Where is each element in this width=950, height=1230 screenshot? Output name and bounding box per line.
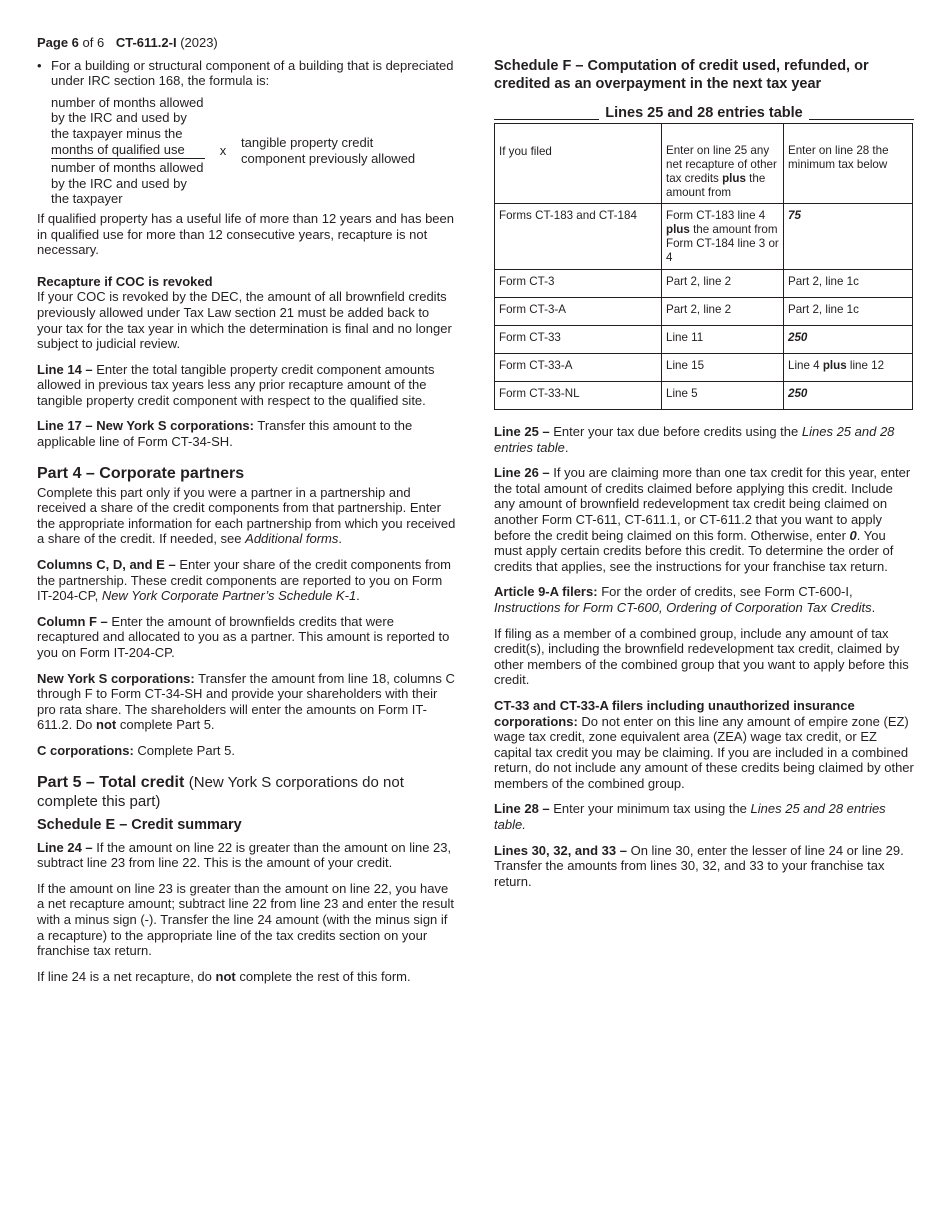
c-corp-text: Complete Part 5. (137, 742, 235, 758)
article-9a-paragraph (494, 584, 914, 615)
line25-text: Enter your tax due before credits using the (553, 424, 799, 439)
net-recapture-b: complete the rest of this form. (239, 968, 411, 984)
form-id: CT-611.2-I (115, 35, 177, 50)
cell-filed: Form CT-33-NL (495, 382, 662, 410)
ct33-text: Do not enter on this line any amount of empire zone (EZ) wage tax credit, zone equivalent area (ZEA) wage tax credit, or EZ capital tax credit you may be claiming. If you are included in a combined return, do not include any amount of these credits being claimed by other members of the combined group. (494, 713, 914, 791)
article-9a-end: . (871, 599, 876, 615)
table-row (495, 382, 913, 410)
line26-zero: 0 (849, 527, 857, 543)
cell-line28: 250 (784, 382, 913, 410)
article-9a-italic: Instructions for Form CT-600, Ordering of Corporation Tax Credits (494, 599, 872, 615)
nys-label: New York S corporations: (37, 670, 195, 686)
lines30-paragraph (494, 843, 914, 890)
nys-corporations-paragraph (37, 671, 457, 733)
line28-text: Enter your minimum tax using the (553, 801, 747, 817)
line26-text-a: If you are claiming more than one tax credit for this year, enter the total amount of credits claimed before applying this credit. Include any amount of brownfield redevelopment tax credit being claimed on another Form CT-611, CT-611.1, or CT-611.2 that you want to apply before the credit being claimed on this form. Otherwise, enter (494, 465, 911, 543)
columns-cde-italic: New York Corporate Partner’s Schedule K-1 (101, 588, 357, 604)
line28-italic: Lines 25 and 28 entries table. (494, 801, 886, 833)
header-line25 (662, 124, 784, 204)
net-recapture-paragraph (37, 969, 457, 985)
header-line25-text-b: the amount from (666, 172, 766, 199)
coc-paragraph: If your COC is revoked by the DEC, the amount of all brownfield credits previously allowed under Tax Law section 21 must be added back to your tax for the tax year in which the determination is final and no longer subject to judicial review. (37, 289, 452, 352)
cell-line25: Part 2, line 2 (662, 270, 784, 298)
cell-filed: Form CT-33 (495, 326, 662, 354)
column-f-label: Column F – (37, 613, 108, 629)
net-recapture-not: not (215, 968, 236, 984)
table-row (495, 204, 913, 270)
line17-label: Line 17 – New York S corporations: (37, 418, 254, 434)
lines30-text: On line 30, enter the lesser of line 24 or line 29. Transfer the amounts from lines 30, 32, and 33 to your franchise tax return. (494, 842, 904, 889)
formula-denominator: number of months allowed by the IRC and used by the taxpayer (51, 160, 204, 207)
entries-table-title-text: Lines 25 and 28 entries table (605, 105, 803, 122)
entries-table (494, 123, 913, 410)
cell-filed: Form CT-3 (495, 270, 662, 298)
cell-line25 (662, 204, 784, 270)
bullet-dot-icon: • (37, 57, 42, 73)
ct33-paragraph (494, 698, 914, 792)
columns-cde-label: Columns C, D, and E – (37, 557, 176, 573)
bullet-text: For a building or structural component of a building that is depreciated under IRC section 168, the formula is: (51, 57, 454, 89)
page-of: of 6 (82, 35, 105, 50)
additional-forms-ref: Additional forms (245, 531, 339, 547)
table-row (495, 354, 913, 382)
cell-line28: Part 2, line 1c (784, 298, 913, 326)
columns-cde-paragraph (37, 557, 457, 604)
cell-line25: Part 2, line 2 (662, 298, 784, 326)
line14-paragraph (37, 362, 457, 409)
part5-note: (New York S corporations do not complete this part) (37, 773, 404, 810)
article-9a-text: For the order of credits, see Form CT-600-I, (601, 584, 853, 600)
cell-line28 (784, 354, 913, 382)
line14-label: Line 14 – (37, 361, 93, 377)
line24-text: If the amount on line 22 is greater than the amount on line 23, subtract line 23 from line 22. This is the amount of your credit. (37, 839, 452, 871)
column-f-paragraph (37, 614, 457, 661)
line24-paragraph (37, 840, 457, 871)
table-row (495, 270, 913, 298)
article-9a-label: Article 9-A filers: (494, 584, 598, 600)
line28-label: Line 28 – (494, 801, 550, 817)
combined-group-paragraph: If filing as a member of a combined group, include any amount of tax credit(s), including the brownfield redevelopment tax credit, claimed by other members of the combined group that you want to apply before this credit. (494, 625, 909, 688)
table-row (495, 326, 913, 354)
nys-not: not (96, 717, 117, 733)
coc-heading: Recapture if COC is revoked (37, 273, 213, 289)
columns-cde-end: . (356, 588, 360, 604)
form-year: (2023) (180, 35, 218, 50)
line17-text: Transfer this amount to the applicable line of Form CT-34-SH. (37, 418, 413, 450)
cell-line25: Line 15 (662, 354, 784, 382)
header-line25-text-a: Enter on line 25 any net recapture of other tax credits (666, 144, 777, 185)
formula-multiplier: tangible property credit component previously allowed (241, 135, 416, 166)
formula-fraction (51, 95, 205, 207)
net-recapture-a: If line 24 is a net recapture, do (37, 968, 212, 984)
part4-paragraph (37, 485, 457, 547)
formula-bullet (37, 58, 457, 89)
recapture-formula (51, 95, 457, 207)
c-corporations-paragraph (37, 743, 457, 759)
ct33-label: CT-33 and CT-33-A filers including unauthorized insurance corporations: (494, 697, 855, 729)
cell-line28-text-a: Line 4 (788, 359, 820, 372)
schedule-f-title: Schedule F – Computation of credit used, refunded, or credited as an overpayment in the next tax year (494, 58, 869, 92)
page-number: Page 6 (37, 35, 79, 50)
line25-end: . (564, 439, 569, 455)
title-rule-left (494, 119, 599, 120)
c-corp-label: C corporations: (37, 742, 134, 758)
cell-filed: Forms CT-183 and CT-184 (495, 204, 662, 270)
cell-line25: Line 11 (662, 326, 784, 354)
right-column (494, 57, 914, 899)
formula-numerator: number of months allowed by the IRC and used by the taxpayer minus the months of qualified use (51, 95, 205, 159)
nys-text-b: complete Part 5. (119, 717, 215, 733)
useful-life-paragraph: If qualified property has a useful life of more than 12 years and has been in qualified use for more than 12 consecutive years, recapture is not necessary. (37, 210, 454, 258)
part4-text: Complete this part only if you were a partner in a partnership and received a share of the credit components from that partnership. Enter the appropriate information for each partnership from which you received a share of the credit. If needed, see (37, 484, 456, 547)
line26-label: Line 26 – (494, 465, 550, 481)
nys-text-a: Transfer the amount from line 18, columns C through F to Form CT-34-SH and provide your shareholders with their pro rata share. The shareholders will enter the amounts on Form IT-611.2. Do (37, 670, 455, 733)
cell-line28: Part 2, line 1c (784, 270, 913, 298)
cell-line28: 250 (784, 326, 913, 354)
cell-filed: Form CT-33-A (495, 354, 662, 382)
cell-line28-plus: plus (822, 359, 847, 372)
lines30-label: Lines 30, 32, and 33 – (494, 842, 627, 858)
title-rule-right (809, 119, 914, 120)
left-column (37, 35, 457, 994)
cell-filed: Form CT-3-A (495, 298, 662, 326)
column-f-text: Enter the amount of brownfields credits that were recaptured and allocated to you as a partner. This amount is reported to you on Form IT-204-CP. (37, 613, 450, 660)
formula-times: x (219, 143, 227, 159)
part5-title-text: Part 5 – Total credit (37, 773, 185, 791)
cell-line28-text-b: line 12 (849, 359, 885, 372)
page-header (37, 35, 457, 51)
header-line28: Enter on line 28 the minimum tax below (784, 124, 913, 204)
line25-label: Line 25 – (494, 424, 550, 439)
recapture-paragraph: If the amount on line 23 is greater than the amount on line 22, you have a net recapture amount; subtract line 22 from line 23 and enter the result with a minus sign (-). Transfer the line 24 amount (with the minus sign if a recapture) to the appropriate line of the tax credits section on your franchise tax return. (37, 880, 454, 959)
columns-cde-text: Enter your share of the credit components from the partnership. These credit components are reported to you on Form IT-204-CP, (37, 557, 451, 604)
schedule-e-title: Schedule E – Credit summary (37, 816, 242, 833)
cell-line25-text-b: the amount from Form CT-184 line 3 or 4 (666, 223, 779, 264)
line28-paragraph (494, 801, 914, 832)
part4-end: . (338, 531, 342, 547)
cell-line25-text-a: Form CT-183 line 4 (666, 209, 766, 222)
line26-text-b: . You must apply certain credits before this credit. To determine the order of credits that applies, see the instructions for your franchise tax return. (494, 527, 894, 574)
line25-paragraph (494, 424, 914, 455)
table-header-row (495, 124, 913, 204)
part5-title (37, 773, 457, 811)
table-row (495, 298, 913, 326)
line24-label: Line 24 – (37, 839, 93, 855)
line26-paragraph (494, 465, 914, 574)
line14-text: Enter the total tangible property credit component amounts allowed in previous tax years less any prior recapture amount of the tangible property credit component with respect to the qualified site. (37, 361, 435, 408)
cell-line28: 75 (784, 204, 913, 270)
entries-table-title (494, 105, 914, 123)
cell-line25: Line 5 (662, 382, 784, 410)
cell-line25-plus: plus (666, 223, 690, 236)
line25-italic: Lines 25 and 28 entries table (494, 424, 895, 455)
header-line25-plus: plus (722, 172, 746, 185)
part4-title: Part 4 – Corporate partners (37, 464, 245, 482)
header-if-you-filed: If you filed (495, 124, 662, 204)
line17-paragraph (37, 418, 457, 449)
